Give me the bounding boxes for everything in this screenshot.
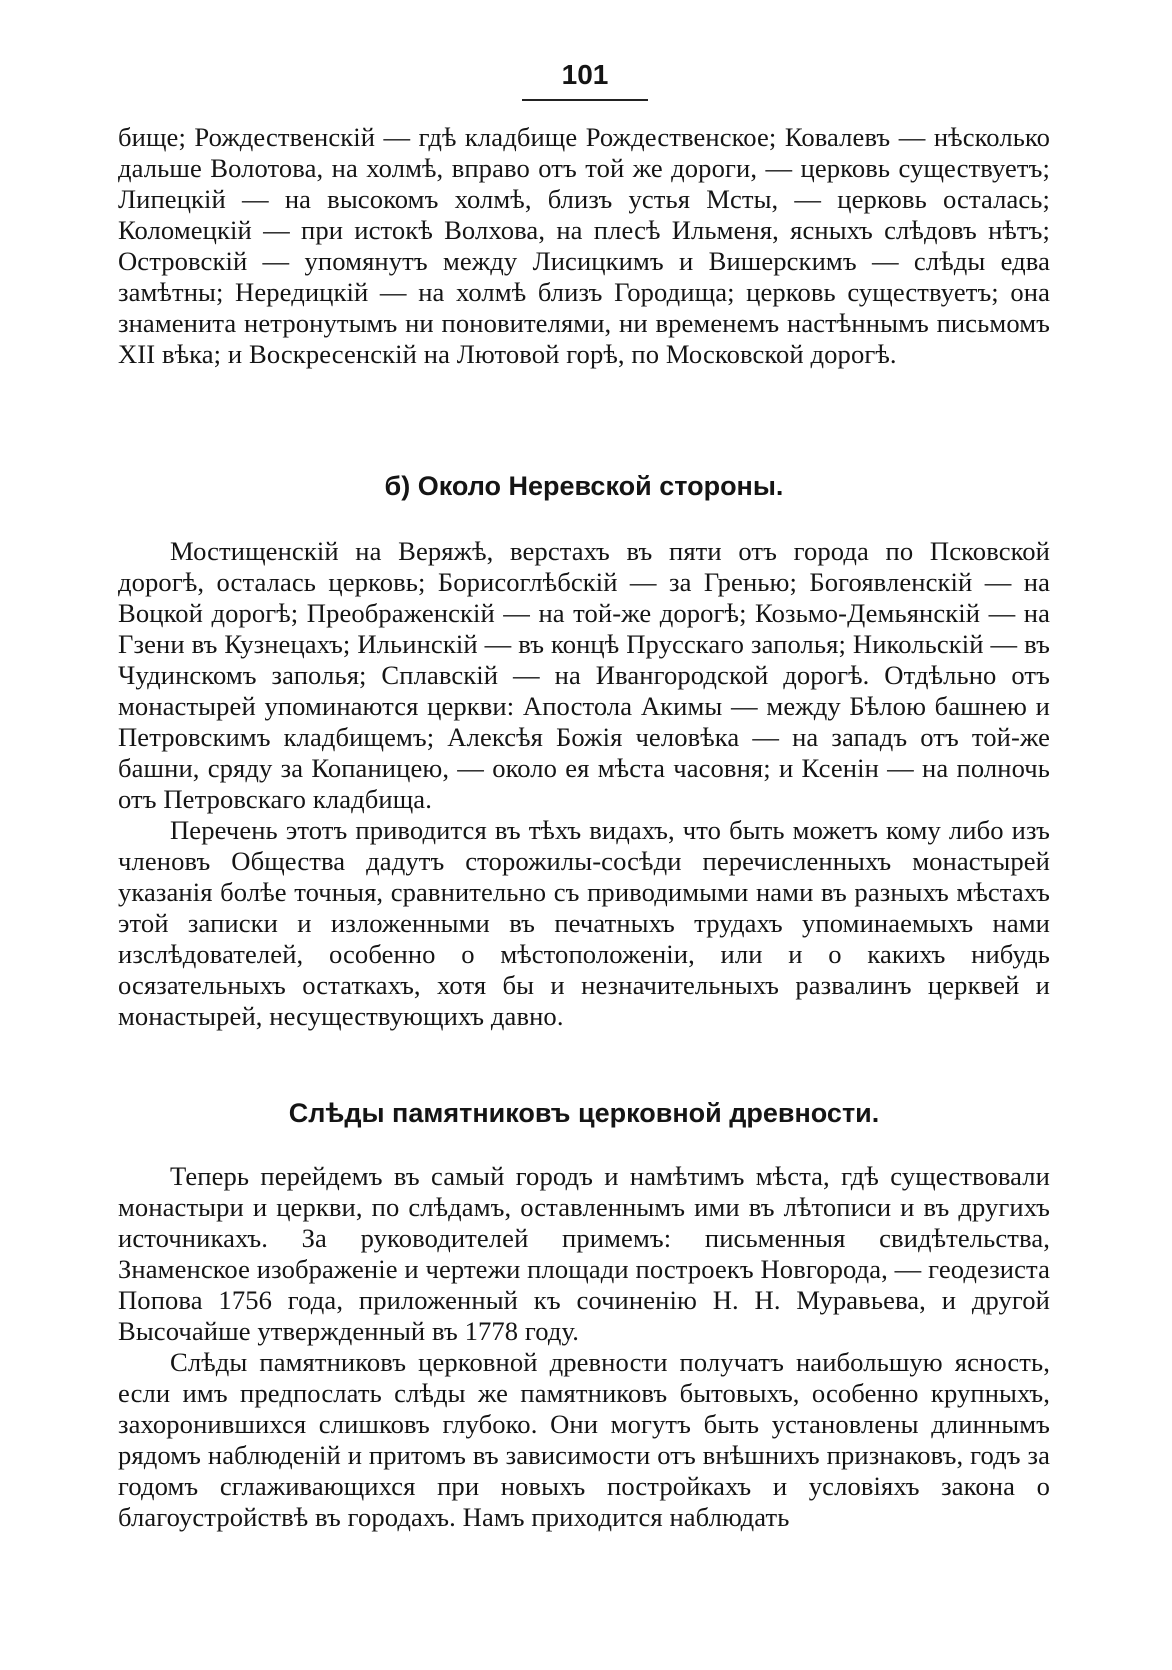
paragraph-5: Слѣды памятниковъ церковной древности получатъ наибольшую ясность, если имъ предпослать слѣды же памятниковъ бытовыхъ, особенно крупныхъ, захоронившихся слишковъ глубоко. Они могутъ быть установлены длиннымъ рядомъ наблюденій и притомъ въ зависимости отъ внѣшнихъ признаковъ, годъ за годомъ сглаживающихся при новыхъ постройкахъ и условіяхъ закона о благоустройствѣ въ городахъ. Намъ приходится наблюдать [118,1347,1050,1532]
text-block-3 [118,1161,1050,1533]
text-block-1 [118,122,1050,370]
page-number: 101 [561,59,609,90]
paragraph-3: Перечень этотъ приводится въ тѣхъ видахъ, что быть можетъ кому либо изъ членовъ Общества дадутъ сторожилы-сосѣди перечисленныхъ монастырей указанія болѣе точныя, сравнительно съ приводимыми нами въ разныхъ мѣстахъ этой записки и изложенными въ печатныхъ трудахъ упоминаемыхъ нами изслѣдователей, особенно о мѣстоположеніи, или и о какихъ нибудь осязательныхъ остаткахъ, хотя бы и незначительныхъ развалинъ церквей и монастырей, несуществующихъ давно. [118,815,1050,1031]
paragraph-1: бище; Рождественскій — гдѣ кладбище Рождественское; Ковалевъ — нѣсколько дальше Волотова, на холмѣ, вправо отъ той же дороги, — церковь существуетъ; Липецкій — на высокомъ холмѣ, близъ устья Мсты, — церковь осталась; Коломецкій — при истокѣ Волхова, на плесѣ Ильменя, ясныхъ слѣдовъ нѣтъ; Островскій — упомянутъ между Лисицкимъ и Вишерскимъ — слѣды едва замѣтны; Нередицкій — на холмѣ близъ Городища; церковь существуетъ; она знаменита нетронутымъ ни поновителями, ни временемъ настѣннымъ письмомъ XII вѣка; и Воскресенскій на Лютовой горѣ, по Московской дорогѣ. [118,122,1050,369]
text-block-2 [118,536,1050,1032]
paragraph-4: Теперь перейдемъ въ самый городъ и намѣтимъ мѣста, гдѣ существовали монастыри и церкви, по слѣдамъ, оставленнымъ ими въ лѣтописи и въ другихъ источникахъ. За руководителей примемъ: письменныя свидѣтельства, Знаменское изображеніе и чертежи площади построекъ Новгорода, — геодезиста Попова 1756 года, приложенный къ сочиненію Н. Н. Муравьева, и другой Высочайше утвержденный въ 1778 году. [118,1161,1050,1346]
section-heading-church-antiquity: Слѣды памятниковъ церковной древности. [288,1098,880,1128]
section-heading-nerevskaya: б) Около Неревской стороны. [384,471,784,501]
paragraph-2: Мостищенскій на Веряжѣ, верстахъ въ пяти отъ города по Псковской дорогѣ, осталась церковь; Борисоглѣбскій — за Гренью; Богоявленскій — на Воцкой дорогѣ; Преображенскій — на той-же дорогѣ; Козьмо-Демьянскій — на Гзени въ Кузнецахъ; Ильинскій — въ концѣ Прусскаго заполья; Никольскій — въ Чудинскомъ заполья; Сплавскій — на Ивангородской дорогѣ. Отдѣльно отъ монастырей упоминаются церкви: Апостола Акимы — между Бѣлою башнею и Петровскимъ кладбищемъ; Алексѣя Божія человѣка — на западъ отъ той-же башни, сряду за Копаницею, — около ея мѣста часовня; и Ксенін — на полночь отъ Петровскаго кладбища. [118,536,1050,814]
page-number-rule [522,99,648,101]
